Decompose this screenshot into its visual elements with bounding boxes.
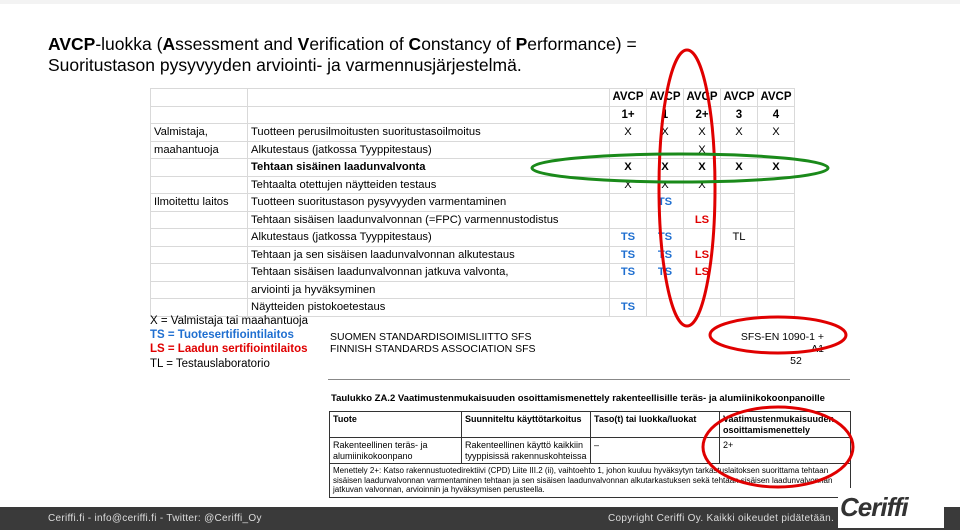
- matrix-header-cell: AVCP: [647, 89, 684, 107]
- za-note: Menettely 2+: Katso rakennustuotedirektiivi (CPD) Liite III.2 (ii), vaihtoehto 1, johon kuuluu hyväksytyn tarkastuslaitoksen suorittama tehtaan sisäisen laadunvalvonnan varmentaminen tehtaan ja sen sisäisen laadunvalvonnan alkutarkastuksen sekä tehtaan sisäisen laadunvalvonnan jatkuvan valvonnan, arvioinnin ja hyväksymisen perusteella.: [330, 464, 851, 498]
- za-header-cell: Taso(t) tai luokka/luokat: [591, 412, 720, 438]
- matrix-cell: X: [647, 124, 684, 142]
- matrix-task: Tehtaan ja sen sisäisen laadunvalvonnan alkutestaus: [248, 246, 610, 264]
- matrix-task: Tuotteen perusilmoitusten suoritustasoilmoitus: [248, 124, 610, 142]
- matrix-cell: X: [610, 159, 647, 177]
- matrix-cell: TS: [610, 229, 647, 247]
- matrix-category: Ilmoitettu laitos: [151, 194, 248, 212]
- matrix-cell: X: [647, 159, 684, 177]
- za-cell: 2+: [720, 438, 851, 464]
- matrix-header-cell: AVCP: [610, 89, 647, 107]
- za-table-title: Taulukko ZA.2 Vaatimustenmukaisuuden osoittamismenettely rakenteellisille teräs- ja alumiinikokoonpanoille: [331, 393, 825, 404]
- matrix-header-cell: 1+: [610, 106, 647, 124]
- matrix-cell: X: [610, 176, 647, 194]
- matrix-task: Alkutestaus (jatkossa Tyyppitestaus): [248, 229, 610, 247]
- matrix-cell: TS: [610, 246, 647, 264]
- matrix-cell: X: [684, 141, 721, 159]
- matrix-task: Tehtaalta otettujen näytteiden testaus: [248, 176, 610, 194]
- matrix-cell: TS: [610, 264, 647, 282]
- sfs-standard-code: SFS-EN 1090-1 + A1: [740, 331, 824, 355]
- matrix-header-cell: AVCP: [684, 89, 721, 107]
- legend-x: X = Valmistaja tai maahantuoja: [150, 315, 309, 327]
- matrix-cell: TS: [647, 246, 684, 264]
- matrix-cell: X: [610, 124, 647, 142]
- slide-title-line2: Suoritustason pysyvyyden arviointi- ja varmennusjärjestelmä.: [48, 55, 522, 75]
- legend-ts: TS = Tuotesertifiointilaitos: [150, 329, 294, 342]
- za-header-cell: Vaatimustenmukaisuuden osoittamismenettely: [720, 412, 851, 438]
- green-ellipse-row: [532, 154, 828, 182]
- matrix-category: maahantuoja: [151, 141, 248, 159]
- sfs-line1: SUOMEN STANDARDISOIMISLIITTO SFS: [330, 331, 532, 343]
- matrix-cell: LS: [684, 211, 721, 229]
- matrix-cell: TS: [647, 194, 684, 212]
- matrix-task: Tehtaan sisäisen laadunvalvonnan (=FPC) varmennustodistus: [248, 211, 610, 229]
- matrix-header-cell: AVCP: [758, 89, 795, 107]
- matrix-task: Tehtaan sisäinen laadunvalvonta: [248, 159, 610, 177]
- matrix-task: Näytteiden pistokoetestaus: [248, 299, 610, 317]
- za-cell: –: [591, 438, 720, 464]
- za-header-cell: Suunniteltu käyttötarkoitus: [462, 412, 591, 438]
- matrix-cell: X: [721, 159, 758, 177]
- footer-copyright: Copyright Ceriffi Oy. Kaikki oikeudet pidätetään.: [608, 513, 835, 524]
- slide-title: AVCP-luokka (Assessment and Verification of Constancy of Performance) = Suoritustason pysyvyyden arviointi- ja varmennusjärjestelmä.: [48, 34, 637, 75]
- ceriffi-logo: Ceriffi: [838, 488, 944, 528]
- matrix-cell: X: [647, 176, 684, 194]
- matrix-cell: TS: [647, 264, 684, 282]
- sfs-page-number: 52: [790, 355, 802, 367]
- matrix-task: Alkutestaus (jatkossa Tyyppitestaus): [248, 141, 610, 159]
- footer-bar: [0, 507, 960, 530]
- matrix-cell: TS: [610, 299, 647, 317]
- matrix-task: Tehtaan sisäisen laadunvalvonnan jatkuva valvonta,: [248, 264, 610, 282]
- za-cell: Rakenteellinen käyttö kaikkiin tyyppisissä rakennuskohteissa: [462, 438, 591, 464]
- matrix-cell: X: [684, 176, 721, 194]
- matrix-cell: X: [721, 124, 758, 142]
- sfs-line2: FINNISH STANDARDS ASSOCIATION SFS: [330, 343, 536, 355]
- matrix-header-cell: 2+: [684, 106, 721, 124]
- matrix-task: arviointi ja hyväksyminen: [248, 281, 610, 299]
- matrix-cell: X: [684, 159, 721, 177]
- red-ellipse-procedure: [703, 407, 853, 487]
- footer-contact: Ceriffi.fi - info@ceriffi.fi - Twitter: @Ceriffi_Oy: [48, 513, 262, 524]
- matrix-header-cell: 3: [721, 106, 758, 124]
- matrix-task: Tuotteen suoritustason pysyvyyden varmentaminen: [248, 194, 610, 212]
- matrix-cell: TS: [647, 229, 684, 247]
- matrix-header-cell: 1: [647, 106, 684, 124]
- matrix-category: Valmistaja,: [151, 124, 248, 142]
- matrix-cell: LS: [684, 264, 721, 282]
- matrix-cell: X: [684, 124, 721, 142]
- legend-tl: TL = Testauslaboratorio: [150, 357, 270, 370]
- matrix-header-cell: 4: [758, 106, 795, 124]
- red-ellipse-standard: [710, 317, 846, 353]
- matrix-cell: X: [758, 159, 795, 177]
- legend-ls: LS = Laadun sertifiointilaitos: [150, 343, 308, 356]
- za-cell: Rakenteellinen teräs- ja alumiinikokoonpano: [330, 438, 462, 464]
- matrix-cell: X: [758, 124, 795, 142]
- matrix-cell: LS: [684, 246, 721, 264]
- matrix-header-cell: AVCP: [721, 89, 758, 107]
- matrix-cell: TL: [721, 229, 758, 247]
- red-ellipse-column: [659, 50, 715, 326]
- za-header-cell: Tuote: [330, 412, 462, 438]
